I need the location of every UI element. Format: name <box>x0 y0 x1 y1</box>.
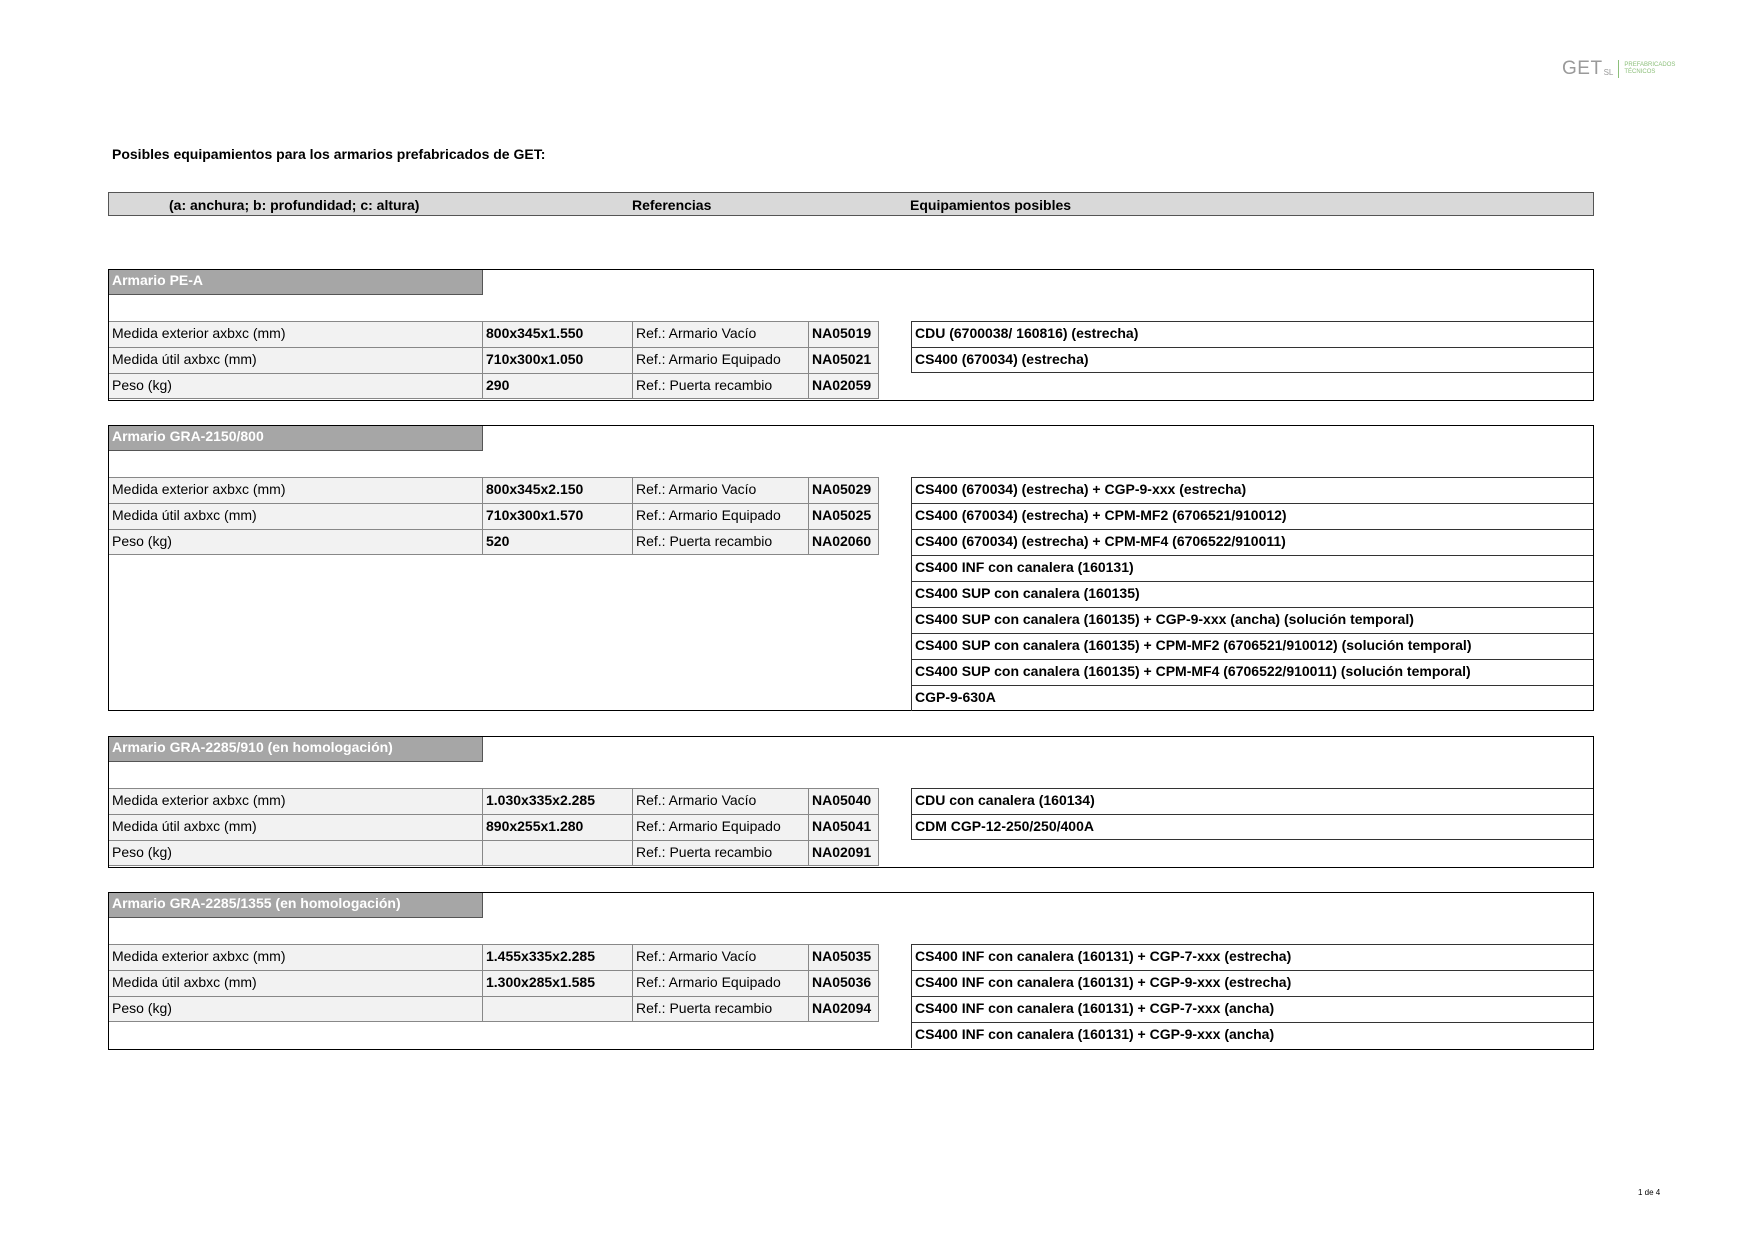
logo-suffix: SL <box>1603 67 1614 77</box>
section-armario <box>108 736 1594 868</box>
equipment-option: CS400 SUP con canalera (160135) + CPM-MF2 (6706521/910012) (solución temporal) <box>911 633 1593 659</box>
spec-value: 890x255x1.280 <box>483 814 633 840</box>
spec-label: Medida útil axbxc (mm) <box>109 503 483 529</box>
page-title: Posibles equipamientos para los armarios prefabricados de GET: <box>112 146 546 162</box>
spec-value: 1.030x335x2.285 <box>483 788 633 814</box>
company-logo <box>1562 58 1675 80</box>
spec-label: Medida útil axbxc (mm) <box>109 347 483 373</box>
equipment-option: CS400 INF con canalera (160131) + CGP-9-xxx (ancha) <box>911 1022 1593 1048</box>
reference-label: Ref.: Armario Equipado <box>633 503 809 529</box>
spec-value <box>483 996 633 1022</box>
section-armario <box>108 425 1594 711</box>
reference-code: NA05029 <box>809 477 879 503</box>
reference-label: Ref.: Armario Equipado <box>633 814 809 840</box>
equipment-option: CS400 (670034) (estrecha) <box>911 347 1593 373</box>
reference-code: NA02059 <box>809 373 879 399</box>
spec-value: 520 <box>483 529 633 555</box>
header-references: Referencias <box>632 197 712 213</box>
spec-label: Peso (kg) <box>109 996 483 1022</box>
spec-label: Medida exterior axbxc (mm) <box>109 944 483 970</box>
reference-code: NA05025 <box>809 503 879 529</box>
reference-label: Ref.: Puerta recambio <box>633 840 809 866</box>
logo-tagline-1: PREFABRICADOS <box>1624 62 1676 68</box>
reference-code: NA02091 <box>809 840 879 866</box>
equipment-option: CS400 SUP con canalera (160135) + CPM-MF4 (6706522/910011) (solución temporal) <box>911 659 1593 685</box>
spec-label: Medida exterior axbxc (mm) <box>109 477 483 503</box>
logo-tagline-2: TÉCNICOS <box>1624 69 1656 75</box>
reference-label: Ref.: Puerta recambio <box>633 373 809 399</box>
section-armario <box>108 269 1594 401</box>
spec-label: Medida útil axbxc (mm) <box>109 814 483 840</box>
section-title: Armario GRA-2150/800 <box>109 426 483 451</box>
logo-brand: GET <box>1562 58 1603 79</box>
equipment-option: CS400 (670034) (estrecha) + CPM-MF2 (6706521/910012) <box>911 503 1593 529</box>
spec-label: Peso (kg) <box>109 373 483 399</box>
reference-code: NA05035 <box>809 944 879 970</box>
spec-value: 800x345x2.150 <box>483 477 633 503</box>
spec-label: Medida útil axbxc (mm) <box>109 970 483 996</box>
reference-label: Ref.: Armario Vacío <box>633 477 809 503</box>
spec-value: 710x300x1.050 <box>483 347 633 373</box>
equipment-option: CS400 INF con canalera (160131) + CGP-7-xxx (ancha) <box>911 996 1593 1022</box>
reference-label: Ref.: Armario Vacío <box>633 944 809 970</box>
spec-label: Medida exterior axbxc (mm) <box>109 788 483 814</box>
reference-code: NA02094 <box>809 996 879 1022</box>
equipment-option: CS400 (670034) (estrecha) + CGP-9-xxx (estrecha) <box>911 477 1593 503</box>
equipment-option: CDU con canalera (160134) <box>911 788 1593 814</box>
reference-label: Ref.: Armario Equipado <box>633 970 809 996</box>
reference-label: Ref.: Armario Vacío <box>633 788 809 814</box>
equipment-option: CS400 (670034) (estrecha) + CPM-MF4 (6706522/910011) <box>911 529 1593 555</box>
reference-code: NA05021 <box>809 347 879 373</box>
section-title: Armario PE-A <box>109 270 483 295</box>
equipment-option: CDU (6700038/ 160816) (estrecha) <box>911 321 1593 347</box>
equipment-option: CS400 SUP con canalera (160135) + CGP-9-xxx (ancha) (solución temporal) <box>911 607 1593 633</box>
section-armario <box>108 892 1594 1050</box>
section-title: Armario GRA-2285/1355 (en homologación) <box>109 893 483 918</box>
reference-code: NA05019 <box>809 321 879 347</box>
reference-code: NA05036 <box>809 970 879 996</box>
spec-value: 290 <box>483 373 633 399</box>
spec-value: 1.300x285x1.585 <box>483 970 633 996</box>
logo-tagline <box>1624 62 1675 76</box>
table-header <box>108 192 1594 216</box>
equipment-option: CS400 INF con canalera (160131) <box>911 555 1593 581</box>
reference-code: NA05040 <box>809 788 879 814</box>
spec-value: 800x345x1.550 <box>483 321 633 347</box>
spec-value: 710x300x1.570 <box>483 503 633 529</box>
equipment-option: CS400 INF con canalera (160131) + CGP-9-xxx (estrecha) <box>911 970 1593 996</box>
reference-code: NA02060 <box>809 529 879 555</box>
spec-label: Peso (kg) <box>109 529 483 555</box>
equipment-option: CDM CGP-12-250/250/400A <box>911 814 1593 840</box>
logo-divider <box>1618 60 1619 78</box>
section-title: Armario GRA-2285/910 (en homologación) <box>109 737 483 762</box>
spec-label: Peso (kg) <box>109 840 483 866</box>
equipment-option: CS400 INF con canalera (160131) + CGP-7-xxx (estrecha) <box>911 944 1593 970</box>
spec-value: 1.455x335x2.285 <box>483 944 633 970</box>
equipment-option: CS400 SUP con canalera (160135) <box>911 581 1593 607</box>
header-dimensions-legend: (a: anchura; b: profundidad; c: altura) <box>169 197 420 213</box>
reference-code: NA05041 <box>809 814 879 840</box>
spec-label: Medida exterior axbxc (mm) <box>109 321 483 347</box>
reference-label: Ref.: Puerta recambio <box>633 996 809 1022</box>
reference-label: Ref.: Armario Vacío <box>633 321 809 347</box>
equipment-option: CGP-9-630A <box>911 685 1593 711</box>
spec-value <box>483 840 633 866</box>
reference-label: Ref.: Armario Equipado <box>633 347 809 373</box>
reference-label: Ref.: Puerta recambio <box>633 529 809 555</box>
page-number: 1 de 4 <box>1638 1188 1661 1197</box>
header-equipment: Equipamientos posibles <box>910 197 1072 213</box>
